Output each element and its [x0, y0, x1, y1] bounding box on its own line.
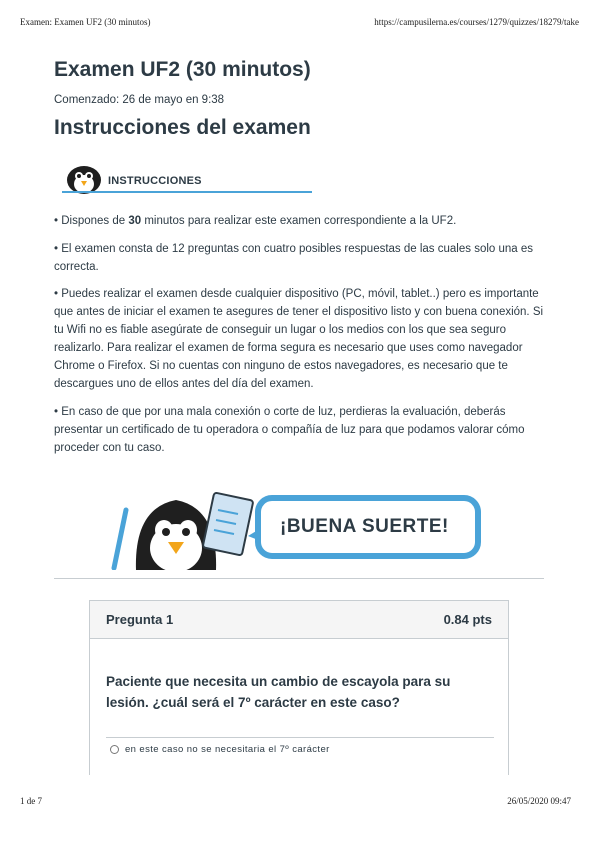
page-title: Examen UF2 (30 minutos)	[54, 58, 311, 81]
penguin-with-pen-icon	[114, 492, 253, 570]
instructions-banner-label: INSTRUCCIONES	[108, 175, 202, 187]
good-luck-text: ¡BUENA SUERTE!	[280, 516, 449, 537]
print-header-title: Examen: Examen UF2 (30 minutos)	[20, 17, 151, 27]
instruction-duration: • Dispones de 30 minutos para realizar este examen correspondiente a la UF2.	[54, 215, 457, 227]
banner-underline	[62, 191, 312, 193]
started-timestamp: Comenzado: 26 de mayo en 9:38	[54, 94, 225, 106]
print-header-url: https://campusilerna.es/courses/1279/quizzes/18279/take	[374, 17, 579, 27]
question-text: Paciente que necesita un cambio de escayola para su lesión. ¿cuál será el 7º carácter en este caso?	[106, 674, 451, 710]
answer-divider	[106, 737, 494, 738]
question-points: 0.84 pts	[443, 612, 492, 627]
answer-option-label: en este caso no se necesitaria el 7º carácter	[125, 744, 330, 755]
question-number: Pregunta 1	[106, 612, 174, 627]
instruction-question-count: • El examen consta de 12 preguntas con cuatro posibles respuestas de las cuales solo una es correcta.	[54, 243, 534, 273]
radio-button[interactable]	[110, 745, 119, 754]
instructions-heading: Instrucciones del examen	[54, 116, 311, 139]
instruction-connection-loss: • En caso de que por una mala conexión o corte de luz, perdieras la evaluación, deberás presentar un certificado de tu operadora o compañía de luz para que podamos valorar cómo proceder con tu caso.	[54, 406, 525, 454]
question-card	[89, 600, 509, 775]
section-divider	[54, 578, 544, 579]
instruction-devices: • Puedes realizar el examen desde cualquier dispositivo (PC, móvil, tablet..) pero es importante que antes de iniciar el examen te asegures de tener el dispositivo listo y con buena conexión. Si tu Wifi no es fiable asegúrate de conseguir un lugar o los medios con los que sea seguro realizarlo. Para realizar el examen de forma segura es necesario que uses como navegador Chrome o Firefox. Si no cuentas con ninguno de estos navegadores, es necesario que te descargues uno de ellos antes del día del examen.	[54, 288, 544, 390]
print-footer-timestamp: 26/05/2020 09:47	[507, 796, 571, 806]
answer-option[interactable]	[110, 744, 330, 755]
penguin-icon	[67, 166, 101, 194]
print-footer-page: 1 de 7	[20, 796, 42, 806]
question-header	[90, 601, 508, 639]
